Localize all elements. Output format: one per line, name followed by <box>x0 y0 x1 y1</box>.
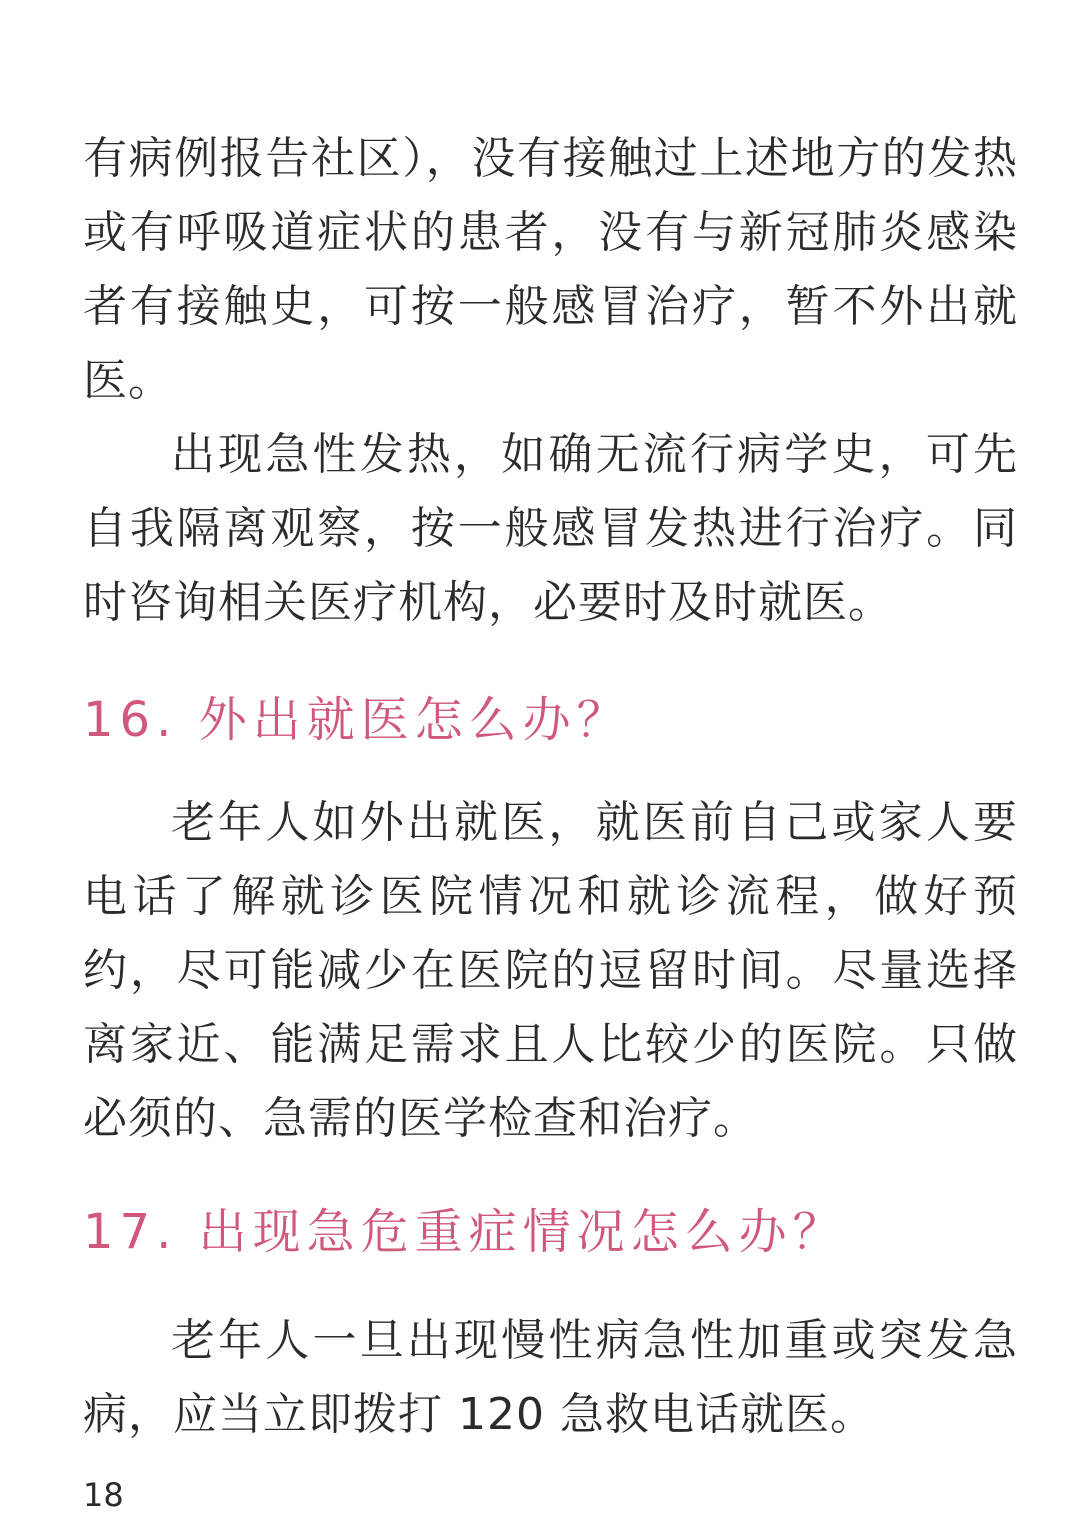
paragraph-continuation: 有病例报告社区），没有接触过上述地方的发热或有呼吸道症状的患者，没有与新冠肺炎感染者有接触史，可按一般感冒治疗，暂不外出就医。 <box>83 133 1018 406</box>
section-16-heading: 16. 外出就医怎么办？ <box>83 692 631 748</box>
section-17-heading: 17. 出现急危重症情况怎么办？ <box>83 1204 847 1260</box>
page-number: 18 <box>83 1476 124 1514</box>
section-16-body: 老年人如外出就医，就医前自己或家人要电话了解就诊医院情况和就诊流程，做好预约，尽可能减少在医院的逗留时间。尽量选择离家近、能满足需求且人比较少的医院。只做必须的、急需的医学检查和治疗。 <box>83 797 1018 1144</box>
paragraph-fever-advice: 出现急性发热，如确无流行病学史，可先自我隔离观察，按一般感冒发热进行治疗。同时咨询相关医疗机构，必要时及时就医。 <box>83 429 1018 628</box>
section-17-body: 老年人一旦出现慢性病急性加重或突发急病，应当立即拨打 120 急救电话就医。 <box>83 1315 1018 1440</box>
